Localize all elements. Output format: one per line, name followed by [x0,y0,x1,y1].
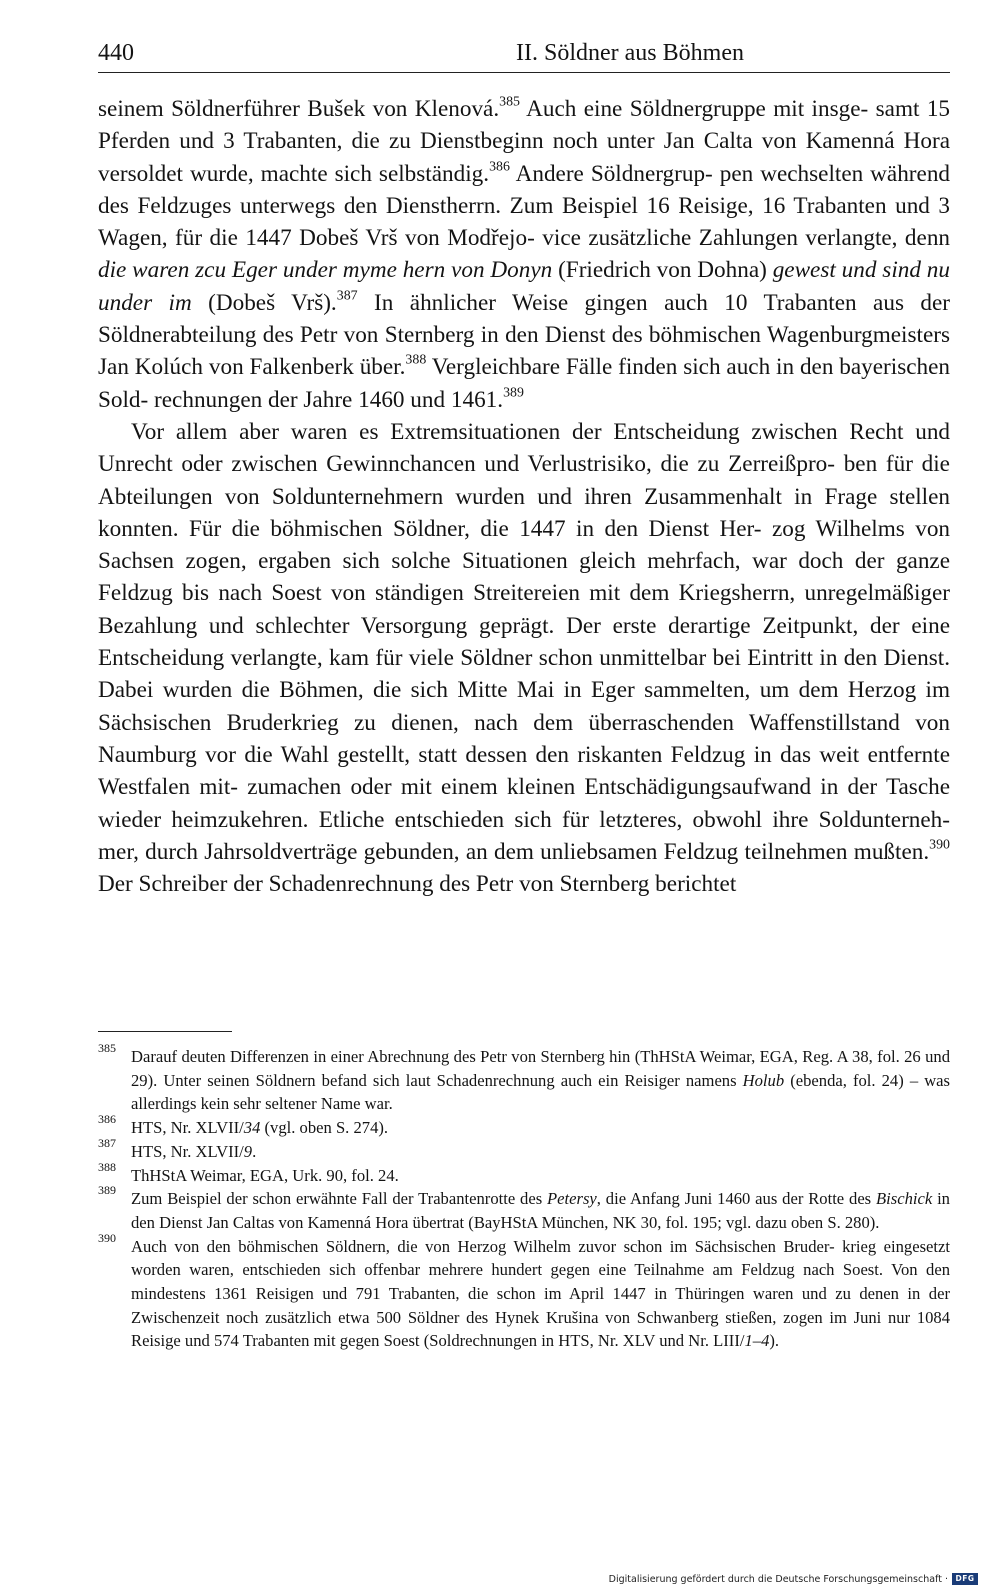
footnote-reference[interactable]: 385 [499,94,520,110]
footnote [98,1159,950,1188]
text-run: erste derartige Zeitpunkt, der eine Entscheidung verlangte, kam für viele Söldner [98,612,951,672]
text-run: Krušina von Schwanberg stießen, zogen im Juni nur 1084 Reisige und 574 Trabanten mit gegen Soest [131,1307,951,1351]
italic-text: 34 [243,1118,261,1138]
text-run: dienen, nach dem überraschenden Waffenstillstand von Naumburg vor die Wahl [98,709,950,768]
text-run: (Soldrechnungen in HTS, Nr. XLV und Nr. LIII/ [423,1331,745,1351]
text-run: Darauf deuten Differenzen in einer Abrechnung des Petr von Sternberg hin (ThHStA Weimar, EGA, [131,1047,798,1066]
footnote-reference[interactable]: 389 [503,385,524,401]
footnote-number: 387 [98,1135,116,1150]
text-run: (vgl. oben S. 274). [260,1118,389,1138]
italic-text: von Donyn [451,257,553,284]
body-paragraph [98,416,950,900]
text-run: und Unrecht oder zwischen Gewinnchancen und Verlustrisiko, die zu Zerreißpro- [98,418,950,478]
footnote [98,1135,950,1164]
text-run: HTS, Nr. XLVII/ [131,1141,244,1161]
text-run: Andere Söldnergrup- [509,160,713,187]
text-run: (Dobeš Vrš). [191,289,337,316]
text-run: Kamenná Hora versoldet wurde, machte sich selbständig. [98,128,951,187]
text-run: samt 15 Pferden und 3 Trabanten, die zu Dienstbeginn noch unter Jan Calta von [98,96,951,155]
italic-text: die waren zcu Eger under myme hern [98,257,446,284]
text-run: krieg eingesetzt worden waren, entschieden sich offenbar mehrere hundert gegen eine Teilnahme am [131,1236,950,1280]
text-run: Auch eine Söldnergruppe mit insge- [520,96,869,122]
footnote-number: 390 [98,1230,116,1245]
text-run: mer, durch Jahrsoldverträge gebunden, an dem unliebsamen Feldzug teilnehmen [98,838,848,865]
italic-text: gewest und sind nu under im [98,257,950,316]
text-run: Feldzug nach Soest. Von den mindestens 1361 Reisigen und 791 Trabanten, die schon im April 1447 [131,1260,950,1304]
italic-text: Petersy [547,1189,597,1209]
body-text [98,93,950,900]
body-paragraph [98,93,950,416]
text-run: rechnungen der Jahre 1460 und 1461. [154,386,504,413]
footnote [98,1183,950,1234]
text-run: Kriegsherrn, unregelmäßiger Bezahlung und schlechter Versorgung geprägt. Der [98,580,950,639]
text-run: heimzukehren. Etliche entschieden sich für letzteres, obwohl ihre Soldunterneh- [171,806,950,833]
page-number: 440 [98,40,134,66]
text-run: Zum Beispiel der schon erwähnte Fall der Trabantenrotte des [131,1189,548,1209]
text-run: vice zusätzliche Zahlungen verlangte, denn [542,225,951,252]
italic-text: Holub [742,1070,785,1090]
text-run: namens [685,1070,743,1090]
text-run: . [252,1141,257,1161]
italic-text: 9 [243,1141,253,1161]
text-run: Mitte Mai in Eger sammelten, um dem Herzog im Sächsischen Bruderkrieg zu [98,677,950,736]
text-run: Auch von den böhmischen Söldnern, die von Herzog Wilhelm zuvor schon im Sächsischen Bruder- [131,1236,835,1256]
text-run: fol. 195; vgl. dazu oben S. 280). [665,1212,880,1232]
footnote [98,1041,951,1116]
digitization-text: Digitalisierung gefördert durch die Deutsche Forschungsgemeinschaft · [608,1573,948,1585]
text-run: , die Anfang Juni 1460 aus der [596,1189,804,1209]
dfg-logo: DFG [952,1573,978,1585]
italic-text: Bischick [876,1189,933,1209]
text-run: gestellt, statt dessen den riskanten Feldzug in das weit entfernte Westfalen mit- [98,741,950,801]
text-run: (ebenda, fol. 24) – was allerdings kein sehr seltener Name war. [131,1070,951,1114]
text-run: pen wechselten während des Feldzuges unterwegs den Dienstherrn. Zum Beispiel [98,160,951,219]
footnote-reference[interactable]: 387 [336,288,358,304]
text-run: in Frage stellen konnten. Für die böhmischen Söldner, die 1447 in den Dienst Her- [98,483,951,542]
text-run: Rotte des [808,1189,876,1209]
footnote-separator [98,1031,232,1032]
text-run: schon unmittelbar bei Eintritt in den Dienst. Dabei wurden die Böhmen, die sich [98,645,951,704]
footnote-reference[interactable]: 386 [489,159,510,175]
italic-text: 1–4 [744,1331,770,1351]
running-title: II. Söldner aus Böhmen [516,40,744,66]
text-run: ). [769,1331,780,1351]
text-run: mußten. [853,838,930,865]
text-run: 16 Reisige, 16 Trabanten und 3 Wagen, für die 1447 Dobeš Vrš von Modřejo- [98,192,951,252]
page-header [98,38,950,73]
text-run: von Sternberg in den Dienst des böhmischen Wagenburgmeisters Jan Kolúch von [98,322,951,381]
text-run: in Thüringen waren und zu denen in der Zwischenzeit noch zusätzlich etwa 500 Söldner des Hynek [131,1284,950,1327]
footnote-number: 389 [98,1183,116,1198]
text-run: Vergleichbare Fälle finden sich auch in den bayerischen Sold- [98,354,951,413]
text-run: zumachen oder mit einem kleinen Entschädigungsaufwand in der Tasche wieder [98,774,950,833]
footnote [98,1112,950,1140]
text-run: ben für die Abteilungen von Soldunternehmern wurden und ihren Zusammenhalt [98,451,950,510]
text-run: Reg. A 38, fol. 26 und 29). Unter seinen Söldnern befand sich laut Schadenrechnung auch ein Reisiger [131,1047,950,1090]
text-run: zog Wilhelms von Sachsen zogen, ergaben sich solche Situationen gleich mehrfach, [98,515,951,575]
footnotes [98,1041,951,1353]
text-run: (Friedrich von Dohna) [552,257,773,284]
footnote-number: 388 [98,1159,116,1174]
text-run: war doch der ganze Feldzug bis nach Soest von ständigen Streitereien mit dem [98,548,951,607]
footnote-reference[interactable]: 388 [405,352,427,368]
text-run: In ähnlicher Weise gingen auch 10 Trabanten aus der Söldnerabteilung des Petr [98,289,950,349]
text-run: ThHStA Weimar, EGA, Urk. 90, fol. 24. [131,1165,399,1185]
footnote-number: 385 [98,1041,116,1055]
text-run: Vor allem aber waren es Extremsituationen der Entscheidung zwischen Recht [131,418,904,445]
text-run: seinem Söldnerführer Bušek von Klenová. [98,96,500,122]
footnote-reference[interactable]: 390 [929,837,950,853]
text-run: Der Schreiber der Schadenrechnung des Petr von Sternberg berichtet [98,871,737,898]
text-run: HTS, Nr. XLVII/ [131,1118,244,1138]
digitization-note [609,1573,978,1585]
text-run: in den Dienst Jan Caltas von Kamenná Hora übertrat (BayHStA München, NK 30, [131,1189,950,1232]
text-run: Falkenberk über. [249,354,406,381]
footnote-number: 386 [98,1112,116,1127]
footnote [98,1230,951,1354]
